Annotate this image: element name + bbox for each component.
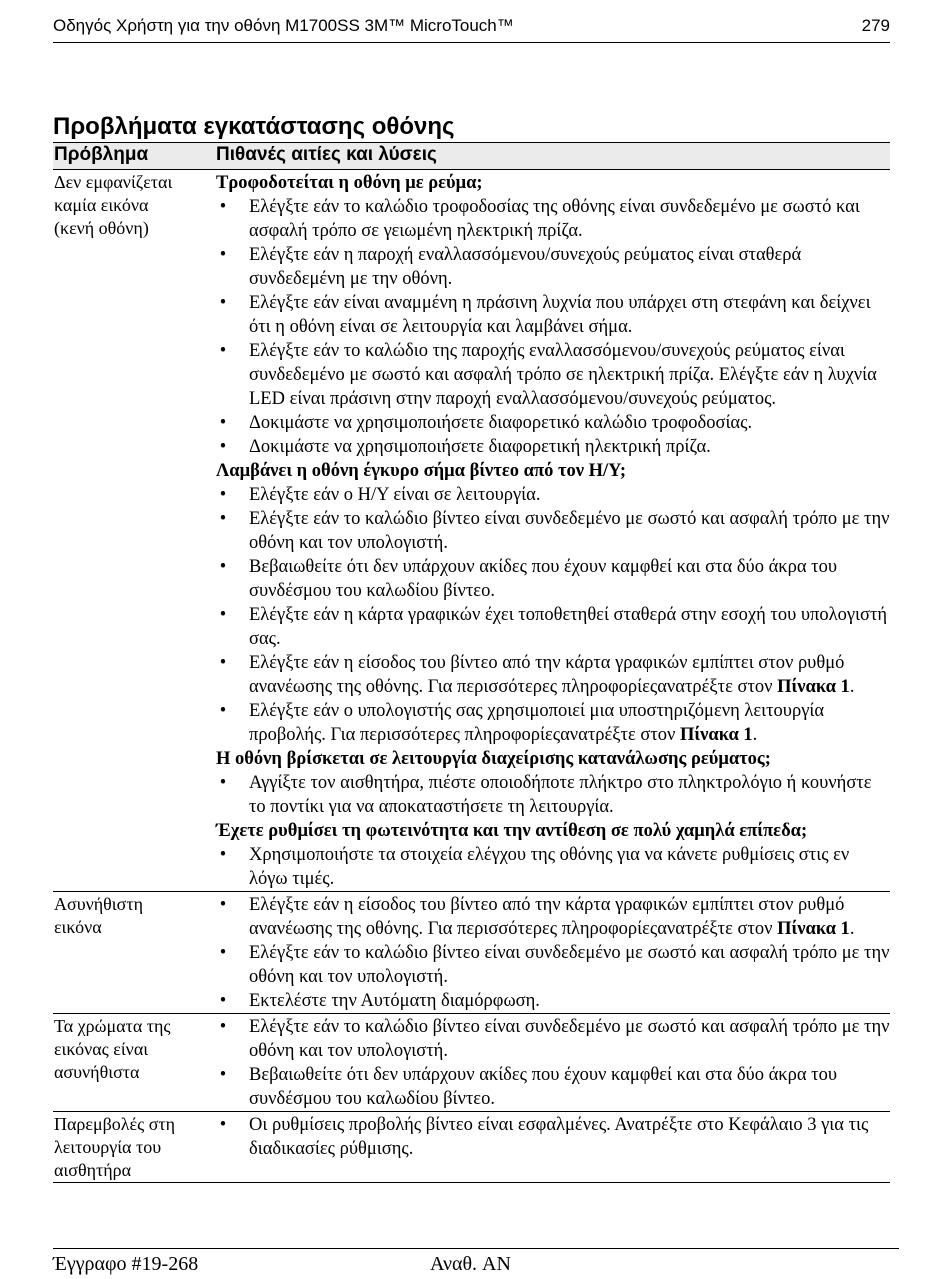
cause-question: Η οθόνη βρίσκεται σε λειτουργία διαχείρισης κατανάλωσης ρεύματος; — [216, 749, 771, 769]
solution-text-tail: . — [849, 919, 855, 939]
solution-text: Ελέγξτε εάν το καλώδιο τροφοδοσίας της οθόνης είναι συνδεδεμένο με σωστό και ασφαλή τρόπο σε γειωμένη ηλεκτρική πρίζα. — [249, 197, 860, 241]
table-row — [53, 170, 890, 892]
solution-item — [216, 893, 890, 941]
solution-text: Ελέγξτε εάν το καλώδιο βίντεο είναι συνδεδεμένο με σωστό και ασφαλή τρόπο με την οθόνη και τον υπολογιστή. — [249, 509, 890, 553]
document-number: Έγγραφο #19-268 — [53, 1253, 199, 1275]
solution-item — [216, 291, 890, 339]
table-row — [53, 892, 890, 1014]
solution-item — [216, 941, 890, 989]
bullet-icon: • — [219, 895, 227, 915]
bullet-icon: • — [219, 509, 227, 529]
solution-item — [216, 771, 890, 819]
solution-item — [216, 989, 890, 1013]
solution-text: Δοκιμάστε να χρησιμοποιήσετε διαφορετικό καλώδιο τροφοδοσίας. — [249, 413, 753, 433]
bullet-icon: • — [219, 341, 227, 361]
header-title: Οδηγός Χρήστη για την οθόνη M1700SS 3M™ MicroTouch™ — [53, 16, 514, 35]
solution-text: Ελέγξτε εάν είναι αναμμένη η πράσινη λυχνία που υπάρχει στη στεφάνη και δείχνει ότι η οθόνη είναι σε λειτουργία και λαμβάνει σήμα. — [249, 293, 871, 337]
solution-text: Ελέγξτε εάν το καλώδιο βίντεο είναι συνδεδεμένο με σωστό και ασφαλή τρόπο με την οθόνη και τον υπολογιστή. — [249, 943, 890, 987]
solution-item — [216, 1113, 890, 1161]
solutions-cell — [216, 170, 890, 891]
bullet-icon: • — [219, 485, 227, 505]
problem-cell — [53, 1112, 216, 1182]
bullet-icon: • — [219, 653, 227, 673]
solution-text: Ελέγξτε εάν η παροχή εναλλασσόμενου/συνεχούς ρεύματος είναι σταθερά συνδεδεμένη με την οθόνη. — [249, 245, 802, 289]
solution-item — [216, 435, 890, 459]
page-footer — [53, 1248, 899, 1277]
solution-item — [216, 243, 890, 291]
bullet-icon: • — [219, 605, 227, 625]
solution-item — [216, 843, 890, 891]
solution-text: Ελέγξτε εάν το καλώδιο βίντεο είναι συνδεδεμένο με σωστό και ασφαλή τρόπο με την οθόνη και τον υπολογιστή. — [249, 1017, 890, 1061]
bullet-icon: • — [219, 1065, 227, 1085]
table-reference: Πίνακα 1 — [680, 725, 753, 745]
solution-item — [216, 483, 890, 507]
bullet-icon: • — [219, 245, 227, 265]
solution-item — [216, 603, 890, 651]
problem-line: καμία εικόνα — [54, 195, 149, 215]
table-row — [53, 1014, 890, 1112]
solution-text: Χρησιμοποιήστε τα στοιχεία ελέγχου της οθόνης για να κάνετε ρυθμίσεις στις εν λόγω τιμές. — [249, 845, 850, 889]
column-header-solutions: Πιθανές αιτίες και λύσεις — [216, 144, 437, 165]
solution-item — [216, 699, 890, 747]
solution-text: Ελέγξτε εάν η είσοδος του βίντεο από την κάρτα γραφικών εμπίπτει στον ρυθμό ανανέωσης της οθόνης. Για περισσότερες πληροφορίεςανατρέξτε στον — [249, 895, 845, 939]
table-row — [53, 1112, 890, 1183]
page-header — [53, 15, 890, 43]
solutions-cell — [216, 1014, 890, 1111]
bullet-icon: • — [219, 991, 227, 1011]
bullet-icon: • — [219, 1115, 227, 1135]
table-reference: Πίνακα 1 — [777, 677, 850, 697]
column-header-problem: Πρόβλημα — [54, 144, 149, 165]
troubleshooting-table — [53, 142, 890, 1183]
solution-item — [216, 1015, 890, 1063]
problem-line: Ασυνήθιστη — [54, 894, 143, 914]
bullet-icon: • — [219, 1017, 227, 1037]
bullet-icon: • — [219, 197, 227, 217]
bullet-icon: • — [219, 701, 227, 721]
table-reference: Πίνακα 1 — [777, 919, 850, 939]
solution-text-tail: . — [752, 725, 758, 745]
solution-text: Εκτελέστε την Αυτόματη διαμόρφωση. — [249, 991, 540, 1011]
bullet-icon: • — [219, 773, 227, 793]
solution-text: Ελέγξτε εάν ο υπολογιστής σας χρησιμοποιεί μια υποστηριζόμενη λειτουργία προβολής. Για περισσότερες πληροφορίεςανατρέξτε στον — [249, 701, 825, 745]
solution-text: Ελέγξτε εάν η κάρτα γραφικών έχει τοποθετηθεί σταθερά στην εσοχή του υπολογιστή σας. — [249, 605, 888, 649]
problem-line: Παρεμβολές στη — [54, 1114, 176, 1134]
cause-question: Έχετε ρυθμίσει τη φωτεινότητα και την αντίθεση σε πολύ χαμηλά επίπεδα; — [216, 821, 808, 841]
cause-question: Τροφοδοτείται η οθόνη με ρεύμα; — [216, 173, 483, 193]
table-header — [53, 142, 890, 170]
problem-line: ασυνήθιστα — [54, 1062, 140, 1082]
solution-item — [216, 339, 890, 411]
problem-line: Τα χρώματα της — [54, 1016, 171, 1036]
problem-cell — [53, 892, 216, 1013]
problem-line: λειτουργία του — [54, 1137, 162, 1157]
solution-text-tail: . — [849, 677, 855, 697]
problem-line: αισθητήρα — [54, 1160, 132, 1180]
solution-item — [216, 651, 890, 699]
bullet-icon: • — [219, 293, 227, 313]
problem-line: Δεν εμφανίζεται — [54, 172, 173, 192]
solution-text: Δοκιμάστε να χρησιμοποιήσετε διαφορετική ηλεκτρική πρίζα. — [249, 437, 711, 457]
problem-line: εικόνα — [54, 917, 102, 937]
table-body — [53, 170, 890, 1183]
solution-text: Βεβαιωθείτε ότι δεν υπάρχουν ακίδες που έχουν καμφθεί και στα δύο άκρα του συνδέσμου του καλωδίου βίντεο. — [249, 1065, 837, 1109]
solution-text: Βεβαιωθείτε ότι δεν υπάρχουν ακίδες που έχουν καμφθεί και στα δύο άκρα του συνδέσμου του καλωδίου βίντεο. — [249, 557, 837, 601]
problem-line: (κενή οθόνη) — [54, 218, 149, 238]
section-title: Προβλήματα εγκατάστασης οθόνης — [53, 113, 455, 140]
solution-text: Αγγίξτε τον αισθητήρα, πιέστε οποιοδήποτε πλήκτρο στο πληκτρολόγιο ή κουνήστε το ποντίκι για να αποκαταστήσετε τη λειτουργία. — [249, 773, 872, 817]
solutions-cell — [216, 1112, 890, 1182]
page-number: 279 — [861, 16, 890, 35]
problem-cell — [53, 1014, 216, 1111]
bullet-icon: • — [219, 437, 227, 457]
bullet-icon: • — [219, 413, 227, 433]
solution-text: Ελέγξτε εάν ο Η/Υ είναι σε λειτουργία. — [249, 485, 541, 505]
bullet-icon: • — [219, 943, 227, 963]
solution-item — [216, 555, 890, 603]
bullet-icon: • — [219, 845, 227, 865]
solutions-cell — [216, 892, 890, 1013]
solution-item — [216, 1063, 890, 1111]
problem-line: εικόνας είναι — [54, 1039, 149, 1059]
problem-cell — [53, 170, 216, 891]
cause-question: Λαμβάνει η οθόνη έγκυρο σήμα βίντεο από τον Η/Υ; — [216, 461, 626, 481]
solution-item — [216, 507, 890, 555]
revision-label: Αναθ. AN — [430, 1253, 511, 1275]
solution-text: Ελέγξτε εάν η είσοδος του βίντεο από την κάρτα γραφικών εμπίπτει στον ρυθμό ανανέωσης της οθόνης. Για περισσότερες πληροφορίεςανατρέξτε στον — [249, 653, 845, 697]
solution-text: Οι ρυθμίσεις προβολής βίντεο είναι εσφαλμένες. Ανατρέξτε στο Κεφάλαιο 3 για τις διαδικασίες ρύθμισης. — [249, 1115, 869, 1159]
bullet-icon: • — [219, 557, 227, 577]
solution-text: Ελέγξτε εάν το καλώδιο της παροχής εναλλασσόμενου/συνεχούς ρεύματος είναι συνδεδεμένο με σωστό και ασφαλή τρόπο σε ηλεκτρική πρίζα. Ελέγξτε εάν η λυχνία LED είναι πράσινη στην παροχή εναλλασσόμενου/συνεχούς ρεύματος. — [249, 341, 877, 409]
solution-item — [216, 411, 890, 435]
solution-item — [216, 195, 890, 243]
